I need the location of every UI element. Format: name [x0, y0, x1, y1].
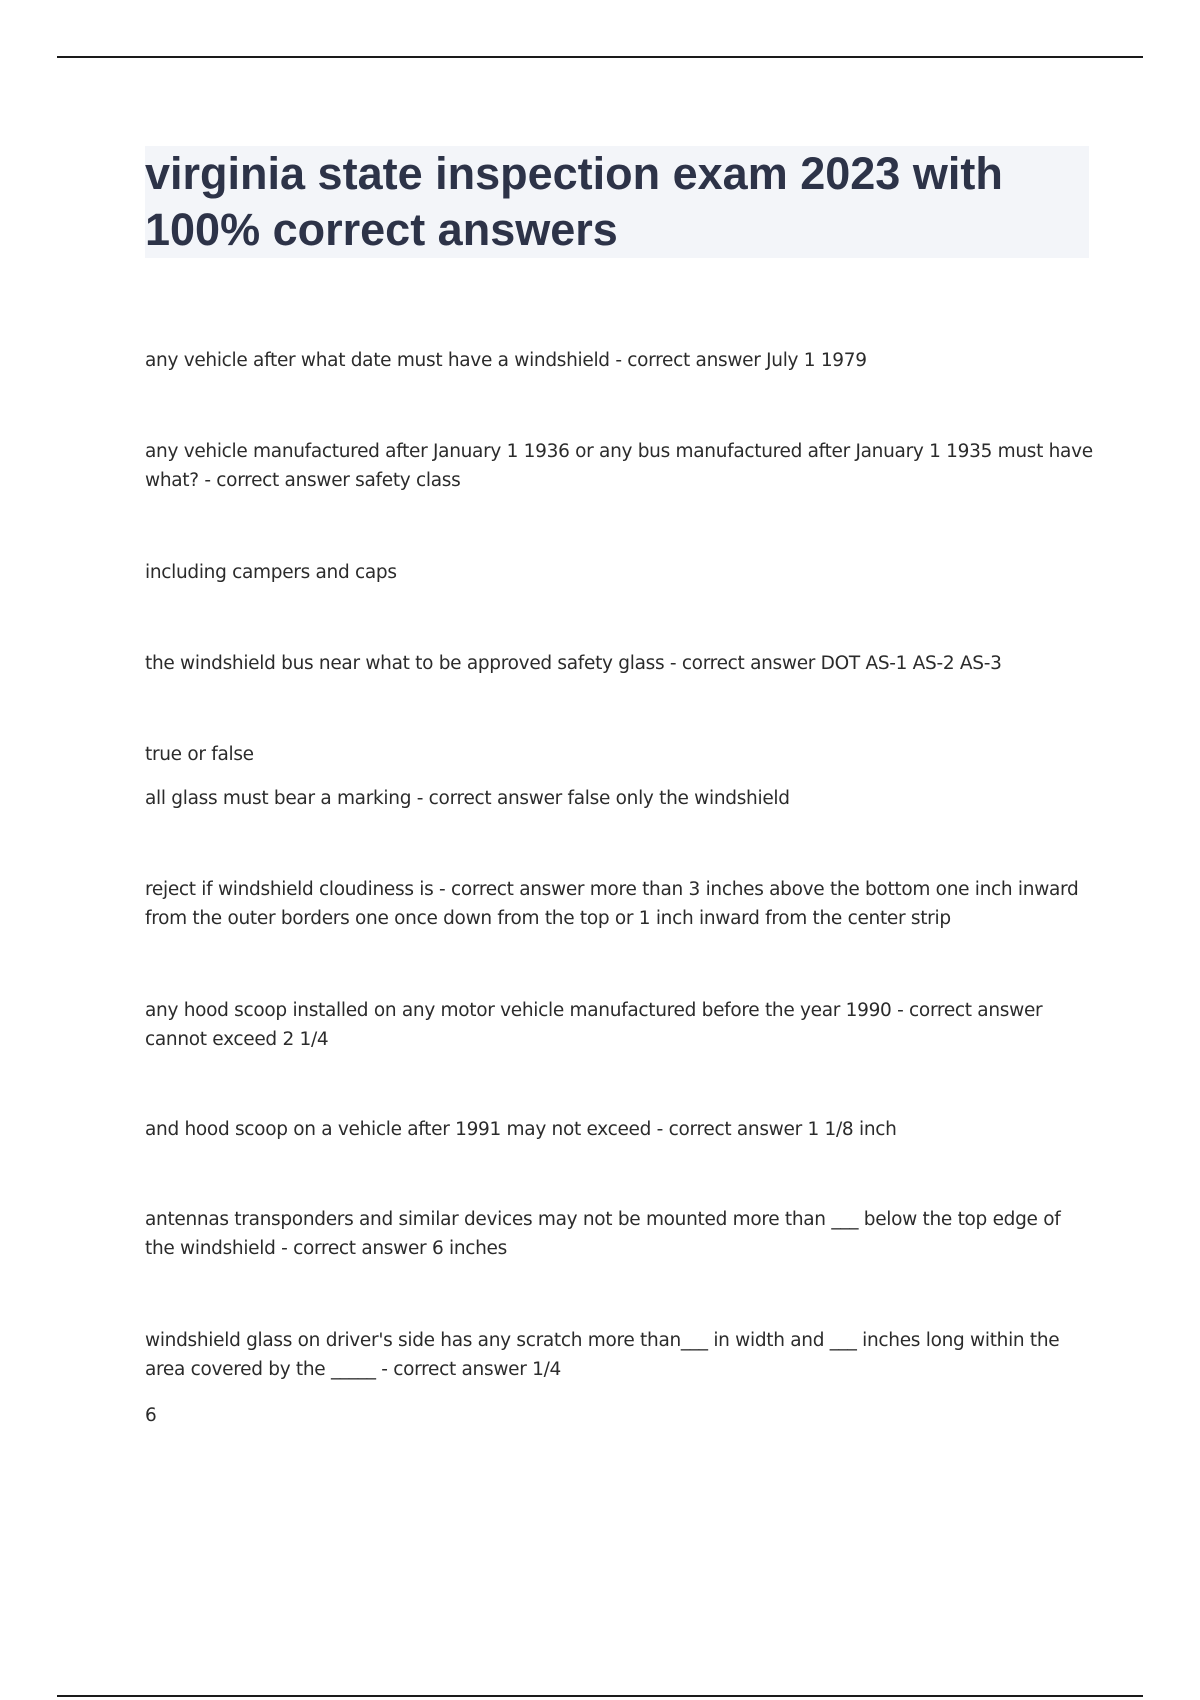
title-banner [145, 146, 1089, 258]
paragraph-7: reject if windshield cloudiness is - correct answer more than 3 inches above the bottom one inch inward from the outer borders one once down from the top or 1 inch inward from the center strip [145, 879, 1079, 929]
paragraph-3: including campers and caps [145, 562, 397, 583]
bottom-rule [57, 1695, 1143, 1697]
paragraph-11: windshield glass on driver's side has any scratch more than___ in width and ___ inches long within the area covered by the _____ - correct answer 1/4 [145, 1330, 1060, 1380]
top-rule [57, 56, 1143, 58]
paragraph-6: all glass must bear a marking - correct answer false only the windshield [145, 788, 790, 809]
paragraph-2: any vehicle manufactured after January 1 1936 or any bus manufactured after January 1 1935 must have what? - correct answer safety class [145, 441, 1093, 491]
paragraph-12: 6 [145, 1405, 157, 1426]
paragraph-4: the windshield bus near what to be approved safety glass - correct answer DOT AS-1 AS-2 AS-3 [145, 653, 1002, 674]
paragraph-10: antennas transponders and similar devices may not be mounted more than ___ below the top edge of the windshield - correct answer 6 inches [145, 1209, 1061, 1259]
paragraph-8: any hood scoop installed on any motor vehicle manufactured before the year 1990 - correct answer cannot exceed 2 1/4 [145, 1000, 1043, 1050]
paragraph-9: and hood scoop on a vehicle after 1991 may not exceed - correct answer 1 1/8 inch [145, 1119, 897, 1140]
paragraph-5: true or false [145, 744, 254, 765]
paragraph-1: any vehicle after what date must have a windshield - correct answer July 1 1979 [145, 350, 867, 371]
document-title: virginia state inspection exam 2023 with 100% correct answers [145, 148, 1003, 255]
